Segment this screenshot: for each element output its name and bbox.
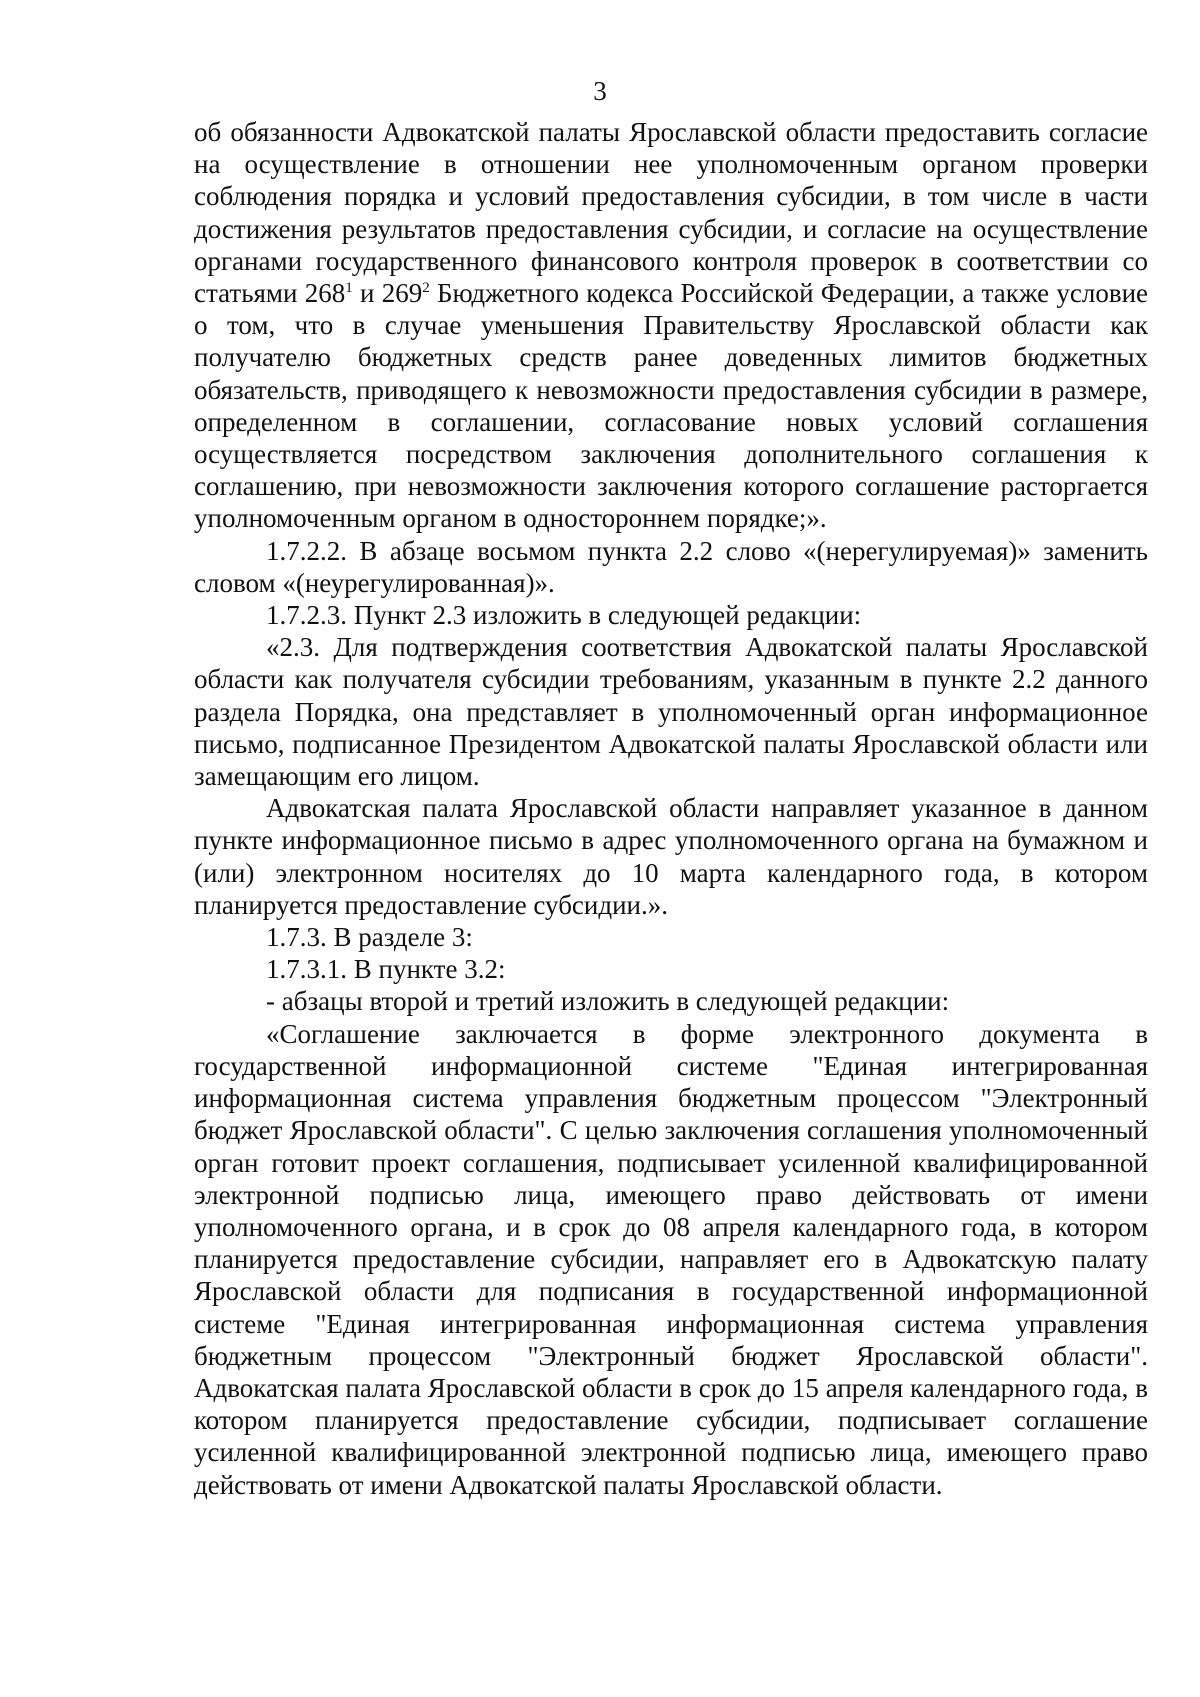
paragraph-text: и 269	[352, 278, 423, 309]
paragraph-1-7-3-1: 1.7.3.1. В пункте 3.2:	[266, 954, 506, 985]
paragraph-1-7-2-3: 1.7.2.3. Пункт 2.3 изложить в следующей редакции:	[266, 600, 862, 631]
paragraph-text: Бюджетного кодекса Российской Федерации, а также условие о том, что в случае уменьшения Правительству Ярославской области как получателю бюджетных средств ранее доведенных лимитов бюджетных обязательств, приводящего к невозможности предоставления субсидии в размере, определенном в соглашении, согласование новых условий соглашения осуществляется посредством заключения дополнительного соглашения к соглашению, при невозможности заключения которого соглашение расторгается уполномоченным органом в одностороннем порядке;».	[194, 278, 1149, 534]
paragraph-agreement-conditions	[194, 116, 1148, 535]
paragraph-clause-2-3: «2.3. Для подтверждения соответствия Адвокатской палаты Ярославской области как получателя субсидии требованиям, указанным в пункте 2.2 данного раздела Порядка, она представляет в уполномоченный орган информационное письмо, подписанное Президентом Адвокатской палаты Ярославской области или замещающим его лицом.	[194, 632, 1148, 792]
paragraph-agreement-procedure: «Соглашение заключается в форме электронного документа в государственной информационной системе "Единая интегрированная информационная система управления бюджетным процессом "Электронный бюджет Ярославской области". С целью заключения соглашения уполномоченный орган готовит проект соглашения, подписывает усиленной квалифицированной электронной подписью лица, имеющего право действовать от имени уполномоченного органа, и в срок до 08 апреля календарного года, в котором планируется предоставление субсидии, направляет его в Адвокатскую палату Ярославской области для подписания в государственной информационной системе "Единая интегрированная информационная система управления бюджетным процессом "Электронный бюджет Ярославской области". Адвокатская палата Ярославской области в срок до 15 апреля календарного года, в котором планируется предоставление субсидии, подписывает соглашение усиленной квалифицированной электронной подписью лица, имеющего право действовать от имени Адвокатской палаты Ярославской области.	[194, 1018, 1148, 1500]
article-superscript: 2	[422, 280, 430, 297]
paragraph-paragraphs-amendment: - абзацы второй и третий изложить в следующей редакции:	[266, 986, 950, 1017]
document-body	[194, 116, 1148, 1501]
article-superscript: 1	[345, 280, 353, 297]
paragraph-text: об обязанности Адвокатской палаты Ярославской области предоставить согласие на осуществление в отношении нее уполномоченным органом проверки соблюдения порядка и условий предоставления субсидии, в том числе в части достижения результатов предоставления субсидии, и согласие на осуществление органами государственного финансового контроля проверок в соответствии со статьями 268	[194, 117, 1148, 309]
page-number: 3	[593, 76, 607, 106]
paragraph-1-7-3: 1.7.3. В разделе 3:	[266, 922, 473, 953]
paragraph-1-7-2-2: 1.7.2.2. В абзаце восьмом пункта 2.2 слово «(нерегулируемая)» заменить словом «(неурегулированная)».	[194, 535, 1148, 598]
paragraph-bar-letter: Адвокатская палата Ярославской области направляет указанное в данном пункте информационное письмо в адрес уполномоченного органа на бумажном и (или) электронном носителях до 10 марта календарного года, в котором планируется предоставление субсидии.».	[194, 793, 1148, 920]
